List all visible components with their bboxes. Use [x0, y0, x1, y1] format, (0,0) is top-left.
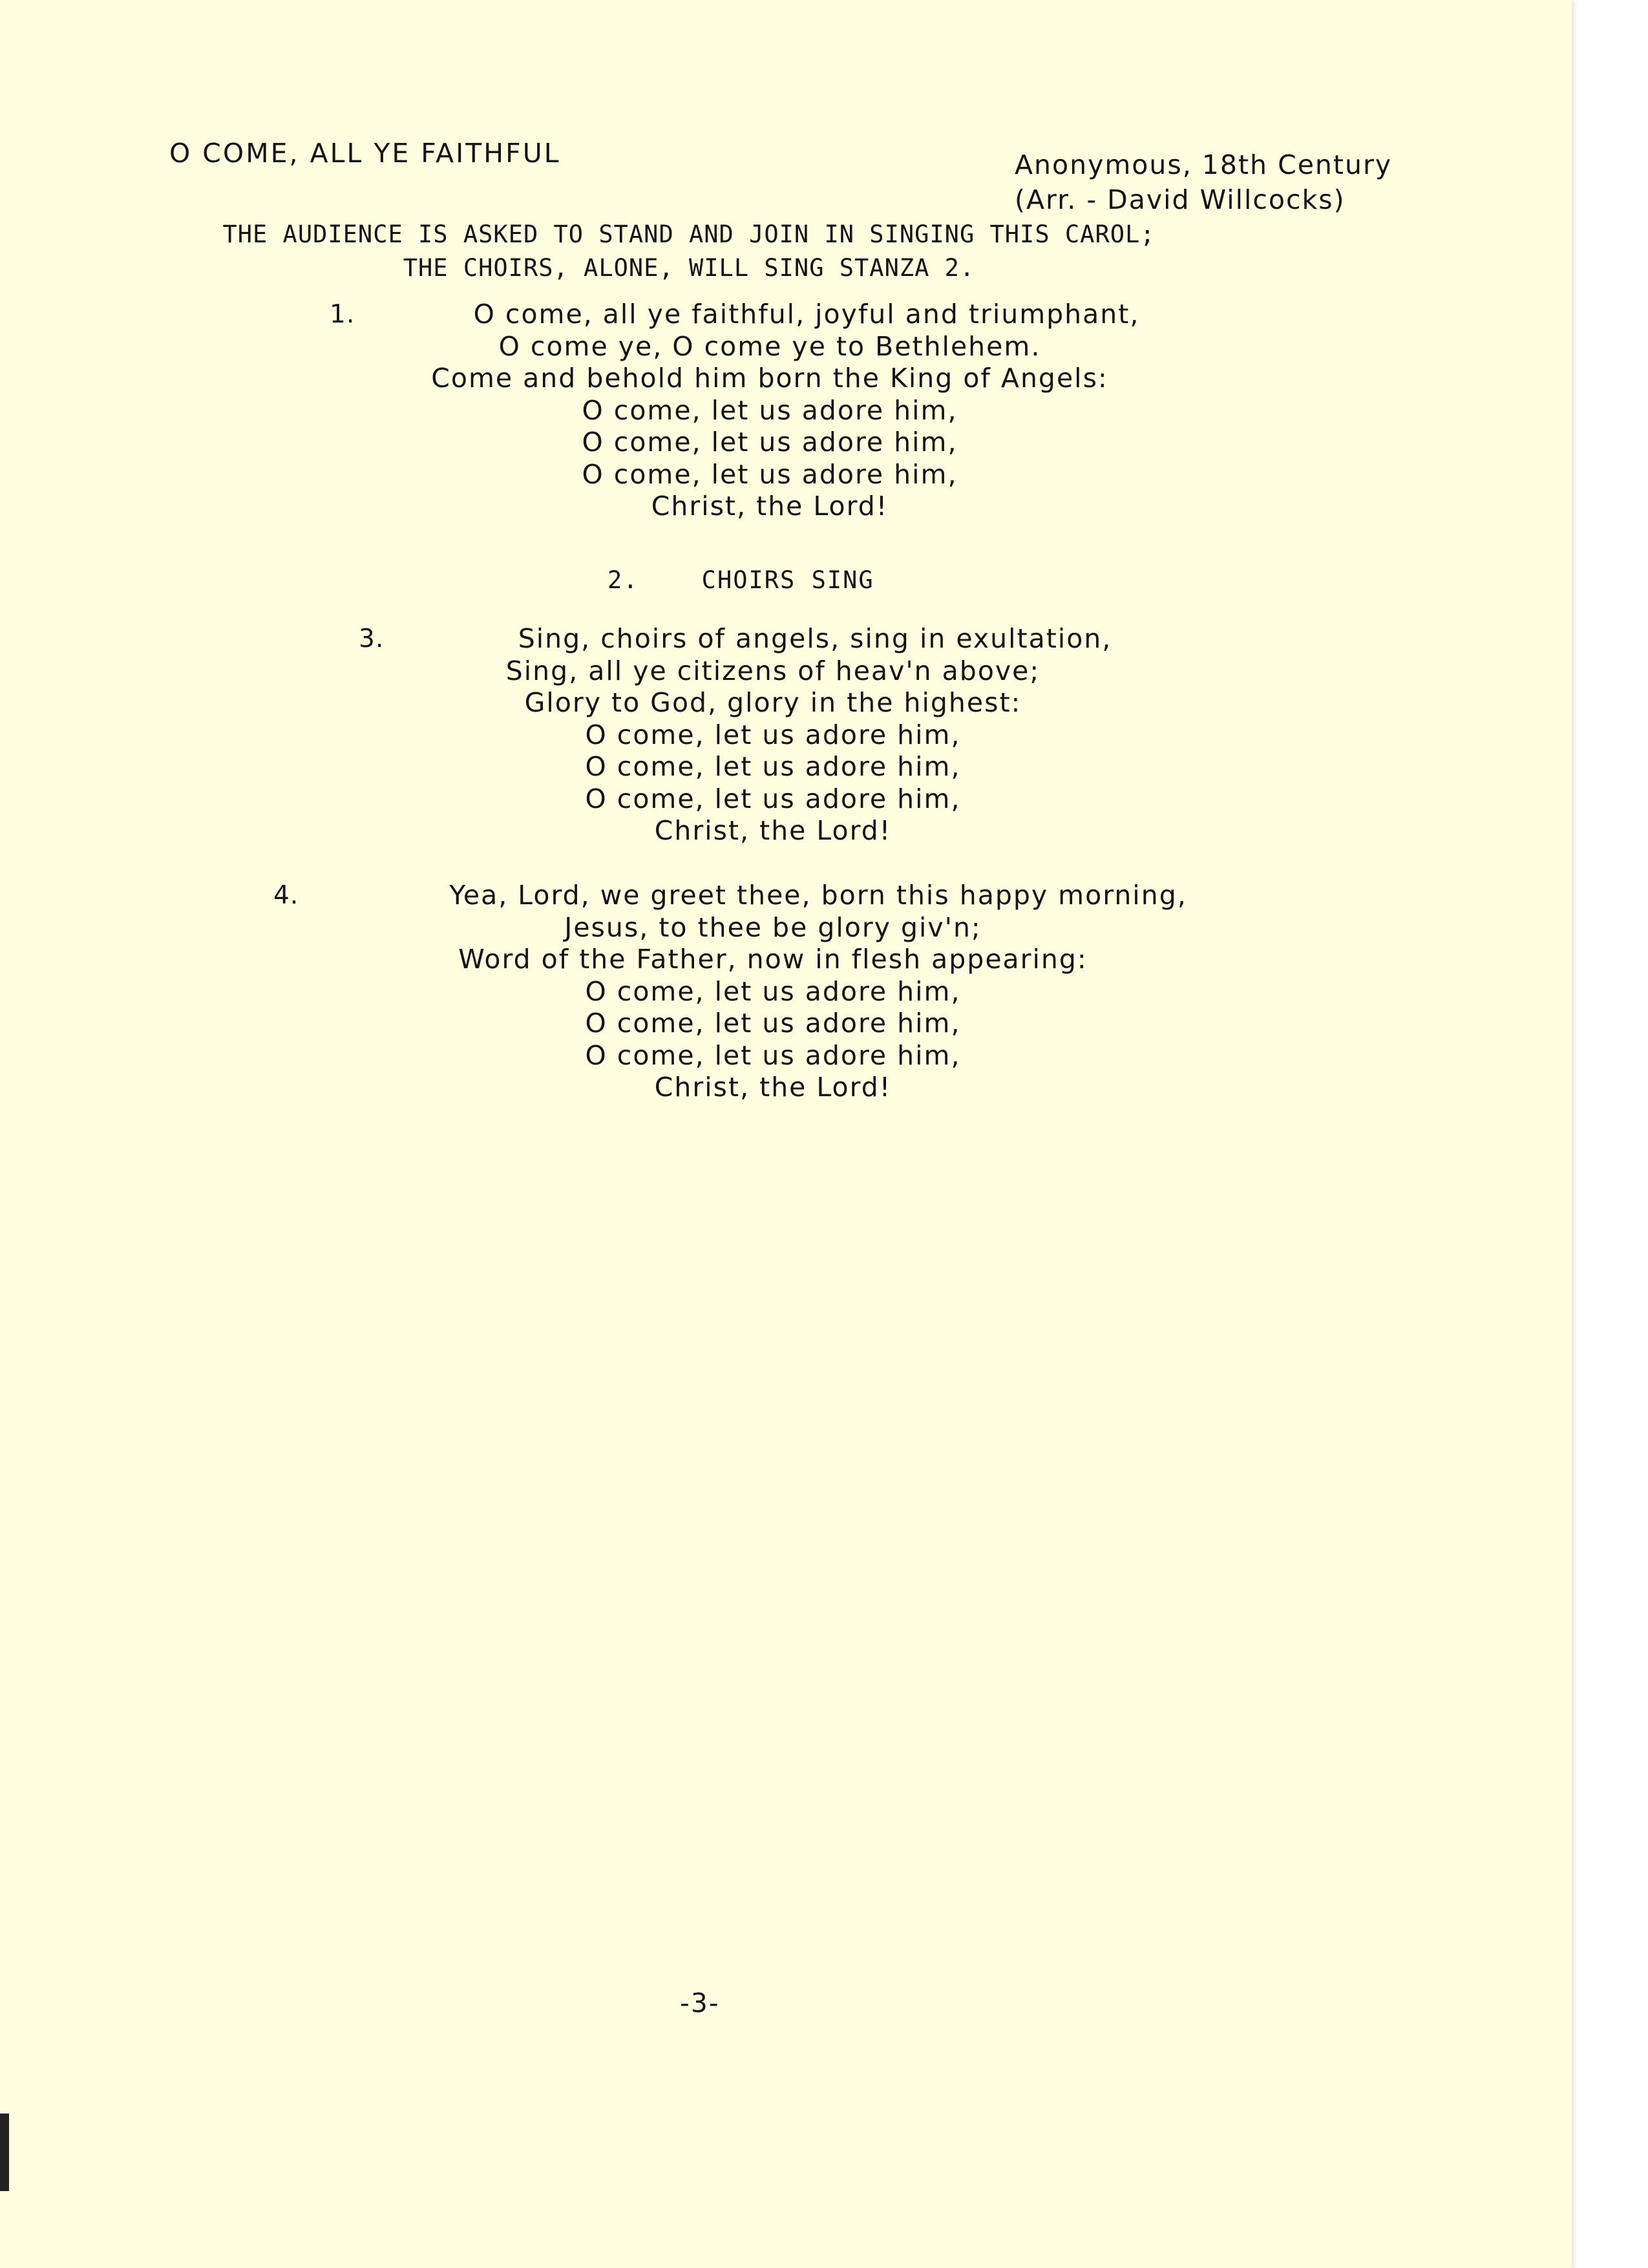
lyric-line: Come and behold him born the King of Angels: — [431, 363, 1108, 394]
lyric-line: O come, let us adore him, — [582, 427, 958, 458]
stanza-number: 1. — [330, 300, 355, 329]
page-number: -3- — [680, 1987, 720, 2019]
lyric-line: Jesus, to thee be glory giv'n; — [564, 911, 982, 943]
audience-instruction — [0, 218, 1475, 285]
lyric-line: Glory to God, glory in the highest: — [524, 687, 1022, 718]
lyric-line: O come, let us adore him, — [582, 458, 958, 490]
lyric-line: O come ye, O come ye to Bethlehem. — [498, 330, 1041, 362]
carol-title: O COME, ALL YE FAITHFUL — [169, 138, 561, 169]
lyric-line: Christ, the Lord! — [654, 815, 892, 846]
lyric-line: Yea, Lord, we greet thee, born this happy morning, — [449, 880, 1187, 911]
lyric-line: O come, let us adore him, — [585, 783, 961, 814]
lyric-line: O come, let us adore him, — [582, 394, 958, 426]
choirs-sing-label: CHOIRS SING — [701, 566, 874, 594]
lyric-line: O come, let us adore him, — [585, 751, 961, 782]
scan-edge-mark — [0, 2114, 9, 2191]
stanza-number: 4. — [273, 881, 299, 910]
stanza-number: 2. — [607, 566, 639, 594]
lyric-line: O come, let us adore him, — [585, 1039, 961, 1071]
stanza-2 — [607, 566, 874, 594]
attribution — [1015, 147, 1392, 217]
instruction-line: THE CHOIRS, ALONE, WILL SING STANZA 2. — [403, 254, 975, 282]
lyric-line: Christ, the Lord! — [654, 1072, 892, 1103]
lyric-line: Sing, all ye citizens of heav'n above; — [505, 655, 1041, 686]
stanza-number: 3. — [359, 624, 385, 653]
lyric-line: Christ, the Lord! — [651, 491, 889, 522]
stanza-4 — [0, 880, 1559, 1104]
lyric-line: O come, let us adore him, — [585, 975, 961, 1007]
attribution-author: Anonymous, 18th Century — [1015, 149, 1393, 180]
stanza-3 — [0, 623, 1559, 847]
lyric-line: Word of the Father, now in flesh appearing: — [458, 944, 1088, 975]
stanza-1 — [0, 299, 1556, 523]
lyric-line: O come, let us adore him, — [585, 719, 961, 750]
attribution-arranger: (Arr. - David Willcocks) — [1015, 184, 1346, 215]
lyric-line: O come, let us adore him, — [585, 1008, 961, 1039]
instruction-line: THE AUDIENCE IS ASKED TO STAND AND JOIN IN SINGING THIS CAROL; — [222, 220, 1156, 248]
lyric-line: O come, all ye faithful, joyful and triumphant, — [473, 299, 1140, 330]
lyric-line: Sing, choirs of angels, sing in exultation, — [518, 623, 1112, 654]
